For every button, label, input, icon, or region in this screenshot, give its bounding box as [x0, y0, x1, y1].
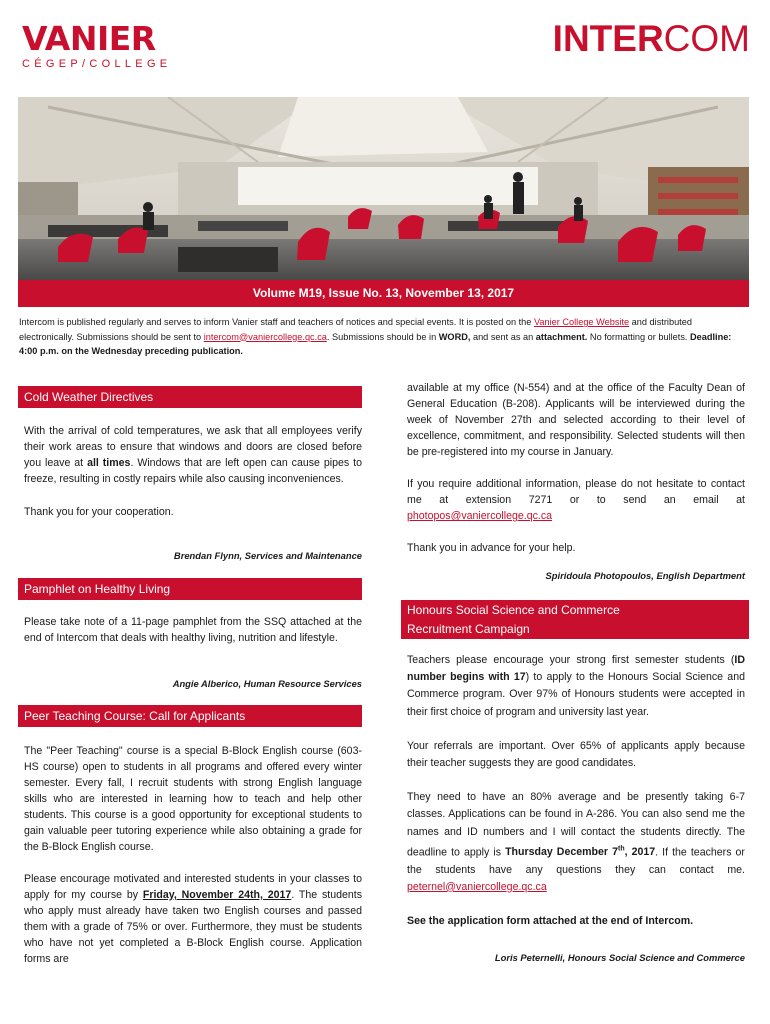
vanier-website-link[interactable]: Vanier College Website [533, 317, 630, 327]
text: . The students who apply must already have taken two English courses and passed them with a grade of 75% or over. Furthermore, they must be students who have not yet completed a B-Block English course. Application forms are [24, 889, 362, 965]
intercom-email-link[interactable]: intercom@vaniercollege.qc.ca [203, 331, 327, 342]
text: Please encourage motivated and interested students in your classes to apply for my course by [24, 873, 362, 901]
honours-paragraph-2: Your referrals are important. Over 65% of applicants apply because their teacher suggests they are good candidates. [407, 739, 745, 770]
cold-weather-thanks: Thank you for your cooperation. [24, 506, 174, 518]
peer-paragraph-1: The "Peer Teaching" course is a special B-Block English course (603-HS course) open to students in all programs and offered every winter semester. Every fall, I recruit students with strong English language skills who are interested in learning how to teach and help other students. This course is a good opportunity for exceptional students to gain valuable peer tutoring experience while also obtaining a grade for the B-Block English course. [24, 745, 362, 853]
intro-text: Intercom is published regularly and serves to inform Vanier staff and teachers of notices and special events. It is posted on the [19, 317, 534, 327]
peer-teaching-heading: Peer Teaching Course: Call for Applicants [18, 705, 362, 727]
honours-heading [401, 600, 749, 639]
text: If you require additional information, please do not hesitate to contact me at extension 7271 or to send an email at [407, 478, 745, 506]
issue-banner: Volume M19, Issue No. 13, November 13, 2017 [18, 280, 749, 307]
intro-text: and distributed electronically. Submissions should be sent to [19, 317, 692, 342]
peternel-email-link[interactable]: peternel@vaniercollege.qc.ca [407, 880, 547, 893]
logo-word: VANIER [22, 19, 156, 58]
cold-weather-heading: Cold Weather Directives [18, 386, 362, 408]
cold-weather-signature: Brendan Flynn, Services and Maintenance [173, 550, 362, 561]
right-paragraph-1: available at my office (N-554) and at the office of the Faculty Dean of General Education (B-208). Applicants will be interviewed during the week of November 27th and selected according to their level of excellence, commitment, and responsibility. Selected students will then be pre-registered into my course in January. [407, 382, 745, 458]
honours-paragraph-3 [407, 789, 745, 896]
honours-application-note: See the application form attached at the end of Intercom. [407, 914, 694, 927]
emphasis: all times [87, 457, 131, 469]
logo-subtitle: CÉGEP/COLLEGE [22, 58, 172, 70]
vanier-logo [22, 19, 172, 70]
honours-heading-line-1: Honours Social Science and Commerce [407, 603, 620, 617]
text: . If the teachers or the students have any questions they can contact me. [407, 846, 745, 876]
intro-text: . Submissions should be in [326, 331, 439, 342]
library-photo [18, 97, 749, 280]
deadline-date [505, 846, 655, 858]
photopos-email-link[interactable]: photopos@vaniercollege.qc.ca [407, 510, 553, 522]
superscript: th [617, 845, 625, 853]
masthead-bold: INTER [552, 18, 664, 59]
intro-deadline: Deadline: 4:00 p.m. on the Wednesday preceding publication. [19, 331, 732, 356]
masthead-light: COM [663, 18, 750, 59]
text: , 2017 [624, 846, 656, 859]
honours-section [407, 652, 745, 930]
pamphlet-paragraph: Please take note of a 11-page pamphlet from the SSQ attached at the end of Intercom that deals with healthy living, nutrition and lifestyle. [24, 616, 362, 644]
intro-word: WORD, [438, 331, 471, 342]
intro-attachment: attachment. [535, 331, 588, 342]
cold-weather-paragraph [24, 423, 362, 487]
intro-paragraph [19, 315, 749, 359]
emphasis: ID number begins with 17 [407, 654, 745, 684]
text: . Windows that are left open can cause pipes to freeze, resulting in costly repairs while also causing inconveniences. [24, 457, 362, 485]
text: With the arrival of cold temperatures, we ask that all employees verify their work areas to ensure that windows and doors are closed before you leave at [24, 425, 362, 469]
peer-teaching-signature: Spiridoula Photopoulos, English Department [545, 570, 745, 581]
pamphlet-signature: Angie Alberico, Human Resource Services [172, 678, 362, 689]
intro-text: No formatting or bullets. [587, 331, 691, 342]
text: Thursday December 7 [505, 846, 618, 859]
right-paragraph-2 [407, 476, 745, 524]
honours-signature: Loris Peternelli, Honours Social Science and Commerce [494, 952, 745, 963]
honours-heading-line-2: Recruitment Campaign [407, 622, 530, 636]
peer-teaching-section [24, 743, 362, 967]
cold-weather-section [24, 423, 362, 520]
text: Teachers please encourage your strong first semester students ( [407, 654, 735, 666]
text: ) to apply to the Honours Social Science and Commerce program. Over 97% of Honours students were accepted in their first choice of program and university last year. [407, 671, 745, 718]
text: They need to have an 80% average and be presently taking 6-7 classes. Applications can be found in A-286. You can also send me the names and ID numbers and I will contact the students directly. The deadline to apply is [407, 791, 745, 859]
right-thanks: Thank you in advance for your help. [407, 542, 576, 554]
peer-teaching-continued [407, 380, 745, 556]
intro-text: and sent as an [470, 331, 536, 342]
honours-paragraph-1 [407, 652, 745, 721]
deadline-date: Friday, November 24th, 2017 [142, 889, 292, 901]
peer-paragraph-2 [24, 871, 362, 967]
intercom-masthead [553, 18, 750, 60]
pamphlet-heading: Pamphlet on Healthy Living [18, 578, 362, 600]
